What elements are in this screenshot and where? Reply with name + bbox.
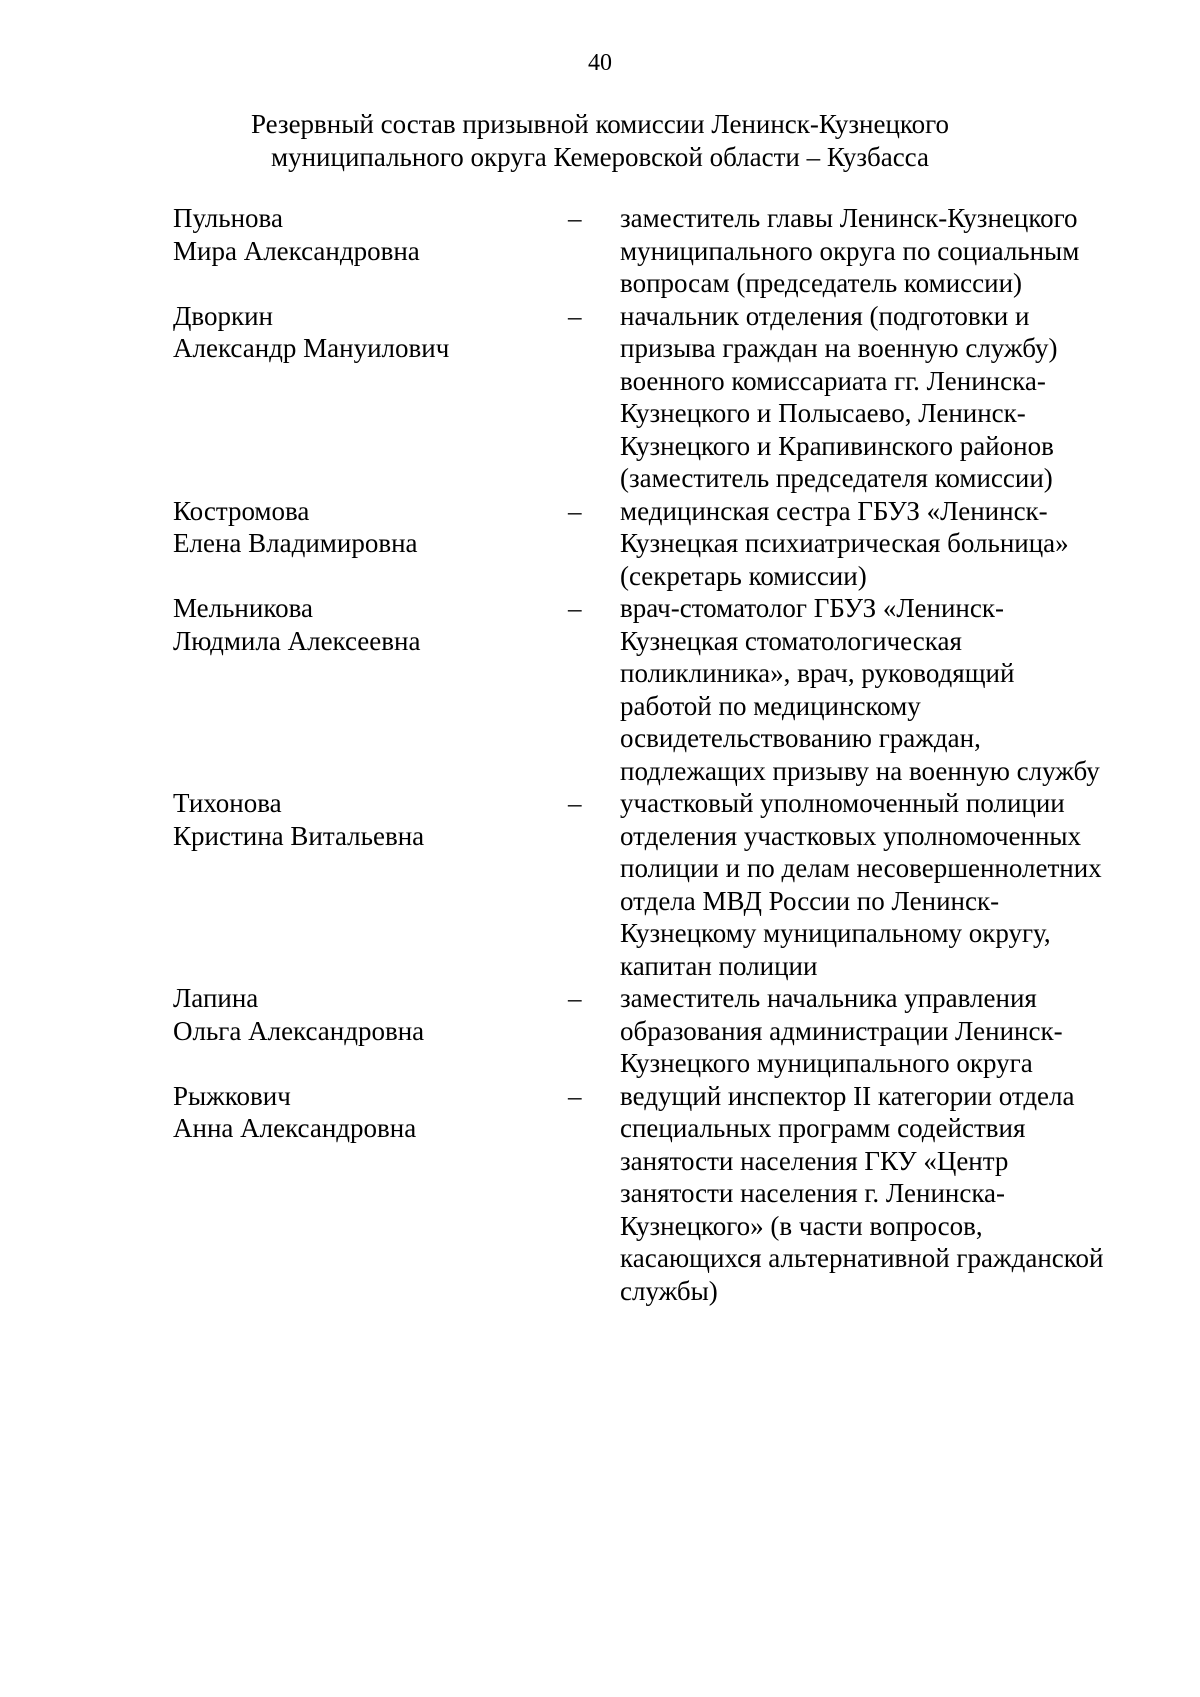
member-role: ведущий инспектор II категории отдела специальных программ содействия занятости населения ГКУ «Центр занятости населения г. Ленинска-Кузнецкого» (в части вопросов, касающихся альтернативной гражданской службы): [620, 1080, 1104, 1306]
member-entry: [173, 1080, 1113, 1308]
member-entry: [173, 982, 1113, 1080]
member-entry: [173, 592, 1113, 787]
member-entry: [173, 495, 1113, 593]
member-name: [173, 592, 568, 787]
member-dash: –: [568, 788, 582, 818]
member-dash: –: [568, 1080, 582, 1111]
member-surname: Дворкин: [173, 300, 273, 331]
member-dash: –: [568, 983, 582, 1013]
member-name: [173, 202, 568, 300]
member-role: заместитель главы Ленинск-Кузнецкого муниципального округа по социальным вопросам (председатель комиссии): [620, 203, 1080, 298]
member-surname: Костромова: [173, 495, 310, 526]
member-given-names: Людмила Алексеевна: [173, 625, 421, 656]
member-entry: [173, 787, 1113, 982]
member-name: [173, 787, 568, 982]
member-role: начальник отделения (подготовки и призыва граждан на военную службу) военного комиссариата гг. Ленинска-Кузнецкого и Полысаево, Ленинск-Кузнецкого и Крапивинского районов (заместитель председателя комиссии): [620, 300, 1058, 493]
document-title: [0, 108, 1200, 174]
member-surname: Мельникова: [173, 593, 313, 623]
member-surname: Лапина: [173, 983, 259, 1013]
member-dash: –: [568, 495, 582, 526]
member-role: заместитель начальника управления образования администрации Ленинск-Кузнецкого муниципального округа: [620, 983, 1063, 1078]
member-name: [173, 495, 568, 593]
member-given-names: Александр Мануилович: [173, 333, 450, 363]
page-number: 40: [588, 50, 612, 76]
member-surname: Пульнова: [173, 203, 283, 233]
member-given-names: Кристина Витальевна: [173, 820, 425, 851]
member-given-names: Елена Владимировна: [173, 528, 418, 558]
member-surname: Рыжкович: [173, 1080, 291, 1111]
member-entry: [173, 300, 1113, 495]
member-name: [173, 982, 568, 1080]
member-dash: –: [568, 203, 582, 233]
member-given-names: Ольга Александровна: [173, 1015, 425, 1046]
member-role: врач-стоматолог ГБУЗ «Ленинск-Кузнецкая стоматологическая поликлиника», врач, руководящий работой по медицинскому освидетельствованию граждан, подлежащих призыву на военную службу: [620, 593, 1100, 786]
member-given-names: Мира Александровна: [173, 235, 420, 266]
member-name: [173, 1080, 568, 1308]
member-roster: [173, 202, 1113, 1307]
member-role: участковый уполномоченный полиции отделения участковых уполномоченных полиции и по делам несовершеннолетних отдела МВД России по Ленинск-Кузнецкому муниципальному округу, капитан полиции: [620, 788, 1102, 981]
title-line-2: муниципального округа Кемеровской области – Кузбасса: [271, 142, 929, 172]
title-line-1: Резервный состав призывной комиссии Ленинск-Кузнецкого: [250, 109, 950, 139]
member-role: медицинская сестра ГБУЗ «Ленинск-Кузнецкая психиатрическая больница» (секретарь комиссии): [620, 495, 1069, 591]
member-dash: –: [568, 593, 582, 623]
member-given-names: Анна Александровна: [173, 1113, 417, 1143]
member-surname: Тихонова: [173, 788, 282, 818]
member-name: [173, 300, 568, 495]
member-entry: [173, 202, 1113, 300]
member-dash: –: [568, 300, 582, 331]
